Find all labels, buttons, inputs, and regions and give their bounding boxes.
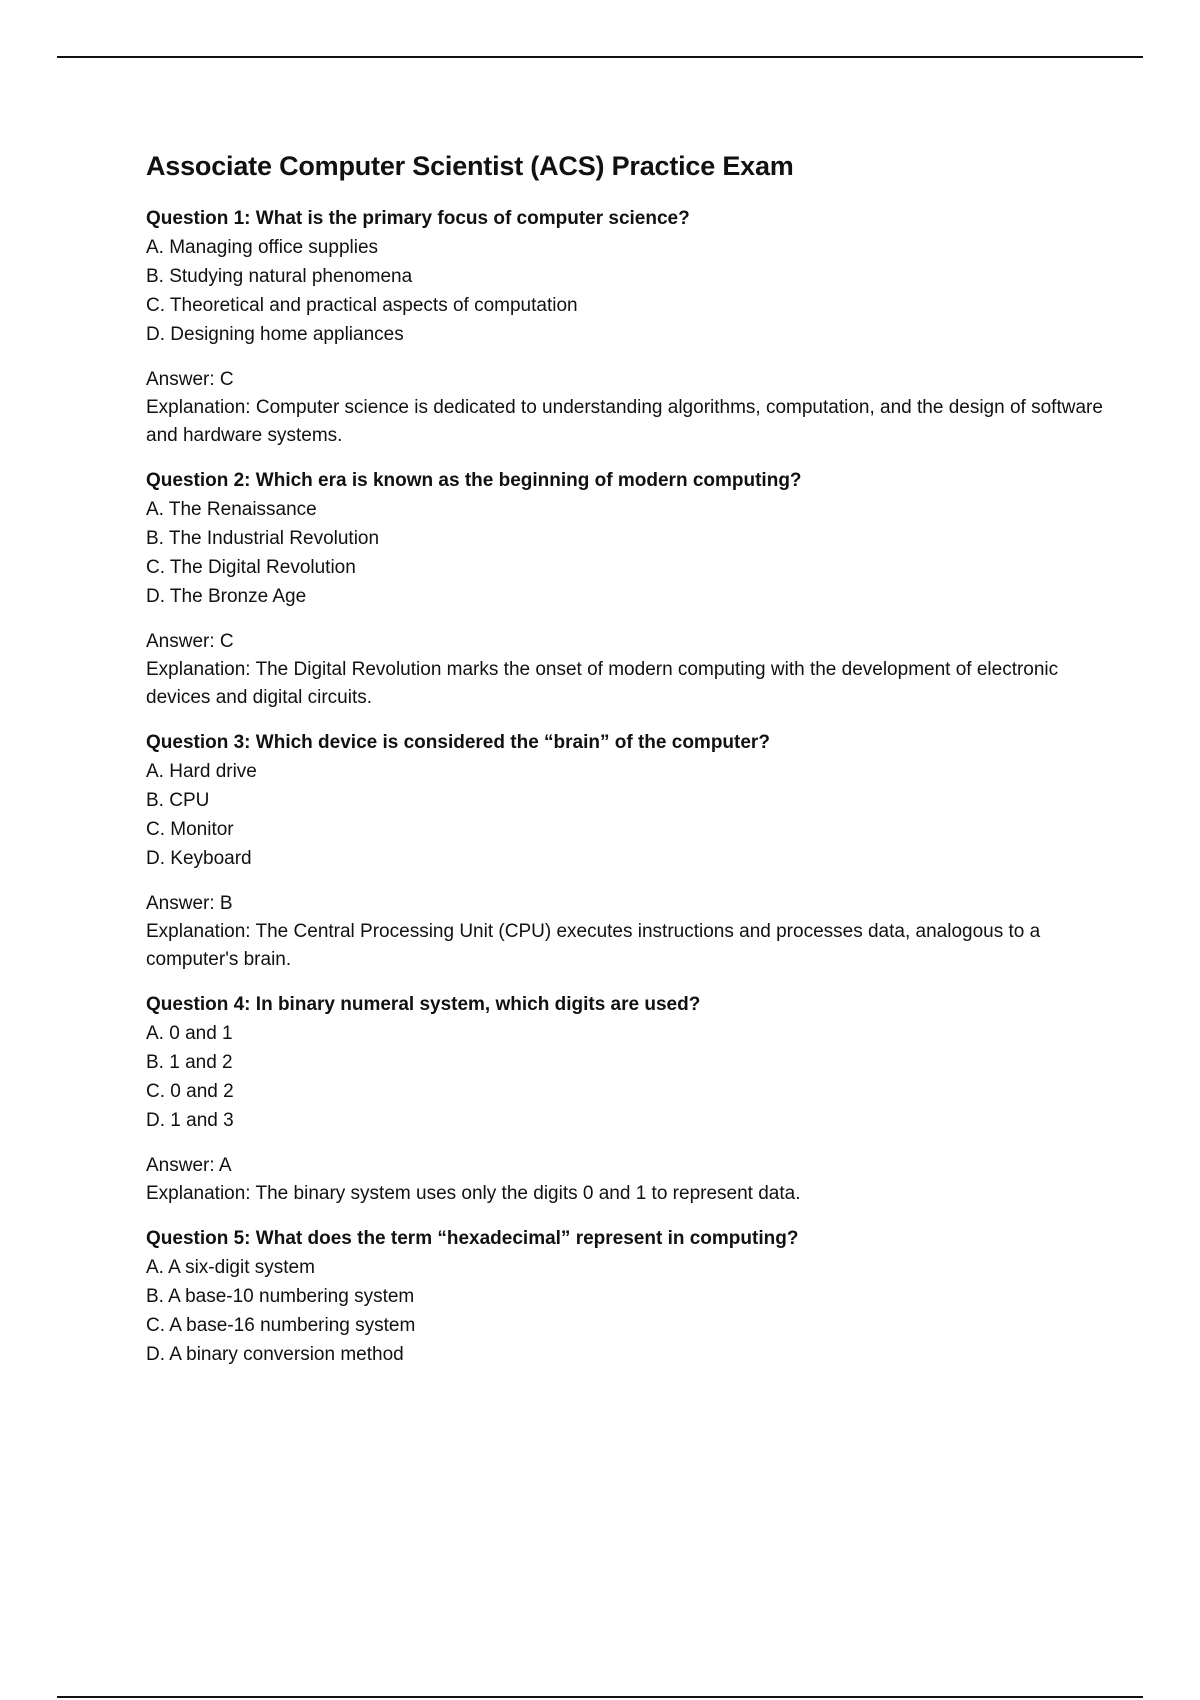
question-block-5 xyxy=(146,1224,1106,1369)
option-c: C. The Digital Revolution xyxy=(146,557,356,578)
question-block-1 xyxy=(146,204,1106,450)
option-d: D. Keyboard xyxy=(146,848,252,869)
document-body xyxy=(146,146,1106,1369)
footer-rule xyxy=(57,1696,1143,1698)
option-b: B. 1 and 2 xyxy=(146,1052,233,1073)
answer-text: Answer: A xyxy=(146,1155,232,1176)
question-block-4 xyxy=(146,990,1106,1208)
option-a: A. The Renaissance xyxy=(146,499,317,520)
option-b: B. A base-10 numbering system xyxy=(146,1286,415,1307)
document-title: Associate Computer Scientist (ACS) Practice Exam xyxy=(146,151,794,181)
question-block-2 xyxy=(146,466,1106,712)
option-c: C. Monitor xyxy=(146,819,234,840)
option-d: D. A binary conversion method xyxy=(146,1344,404,1365)
explanation-text: Explanation: The binary system uses only the digits 0 and 1 to represent data. xyxy=(146,1183,801,1204)
option-b: B. The Industrial Revolution xyxy=(146,528,380,549)
option-b: B. Studying natural phenomena xyxy=(146,266,413,287)
answer-text: Answer: B xyxy=(146,893,233,914)
question-text: Question 3: Which device is considered the “brain” of the computer? xyxy=(146,732,770,753)
explanation-text: Explanation: The Central Processing Unit (CPU) executes instructions and processes data, analogous to a computer's brain. xyxy=(146,921,1041,970)
question-text: Question 5: What does the term “hexadecimal” represent in computing? xyxy=(146,1228,799,1249)
option-b: B. CPU xyxy=(146,790,210,811)
question-text: Question 4: In binary numeral system, which digits are used? xyxy=(146,994,701,1015)
option-d: D. Designing home appliances xyxy=(146,324,404,345)
explanation-text: Explanation: Computer science is dedicated to understanding algorithms, computation, and the design of software and hardware systems. xyxy=(146,397,1103,446)
answer-text: Answer: C xyxy=(146,631,234,652)
option-a: A. Managing office supplies xyxy=(146,237,379,258)
header-rule xyxy=(57,56,1143,58)
option-c: C. Theoretical and practical aspects of computation xyxy=(146,295,578,316)
answer-text: Answer: C xyxy=(146,369,234,390)
question-text: Question 2: Which era is known as the beginning of modern computing? xyxy=(146,470,802,491)
option-a: A. Hard drive xyxy=(146,761,257,782)
option-d: D. The Bronze Age xyxy=(146,586,307,607)
option-d: D. 1 and 3 xyxy=(146,1110,234,1131)
question-block-3 xyxy=(146,728,1106,974)
question-text: Question 1: What is the primary focus of computer science? xyxy=(146,208,690,229)
option-c: C. A base-16 numbering system xyxy=(146,1315,416,1336)
explanation-text: Explanation: The Digital Revolution marks the onset of modern computing with the development of electronic devices and digital circuits. xyxy=(146,659,1059,708)
option-a: A. 0 and 1 xyxy=(146,1023,233,1044)
option-a: A. A six-digit system xyxy=(146,1257,315,1278)
option-c: C. 0 and 2 xyxy=(146,1081,234,1102)
